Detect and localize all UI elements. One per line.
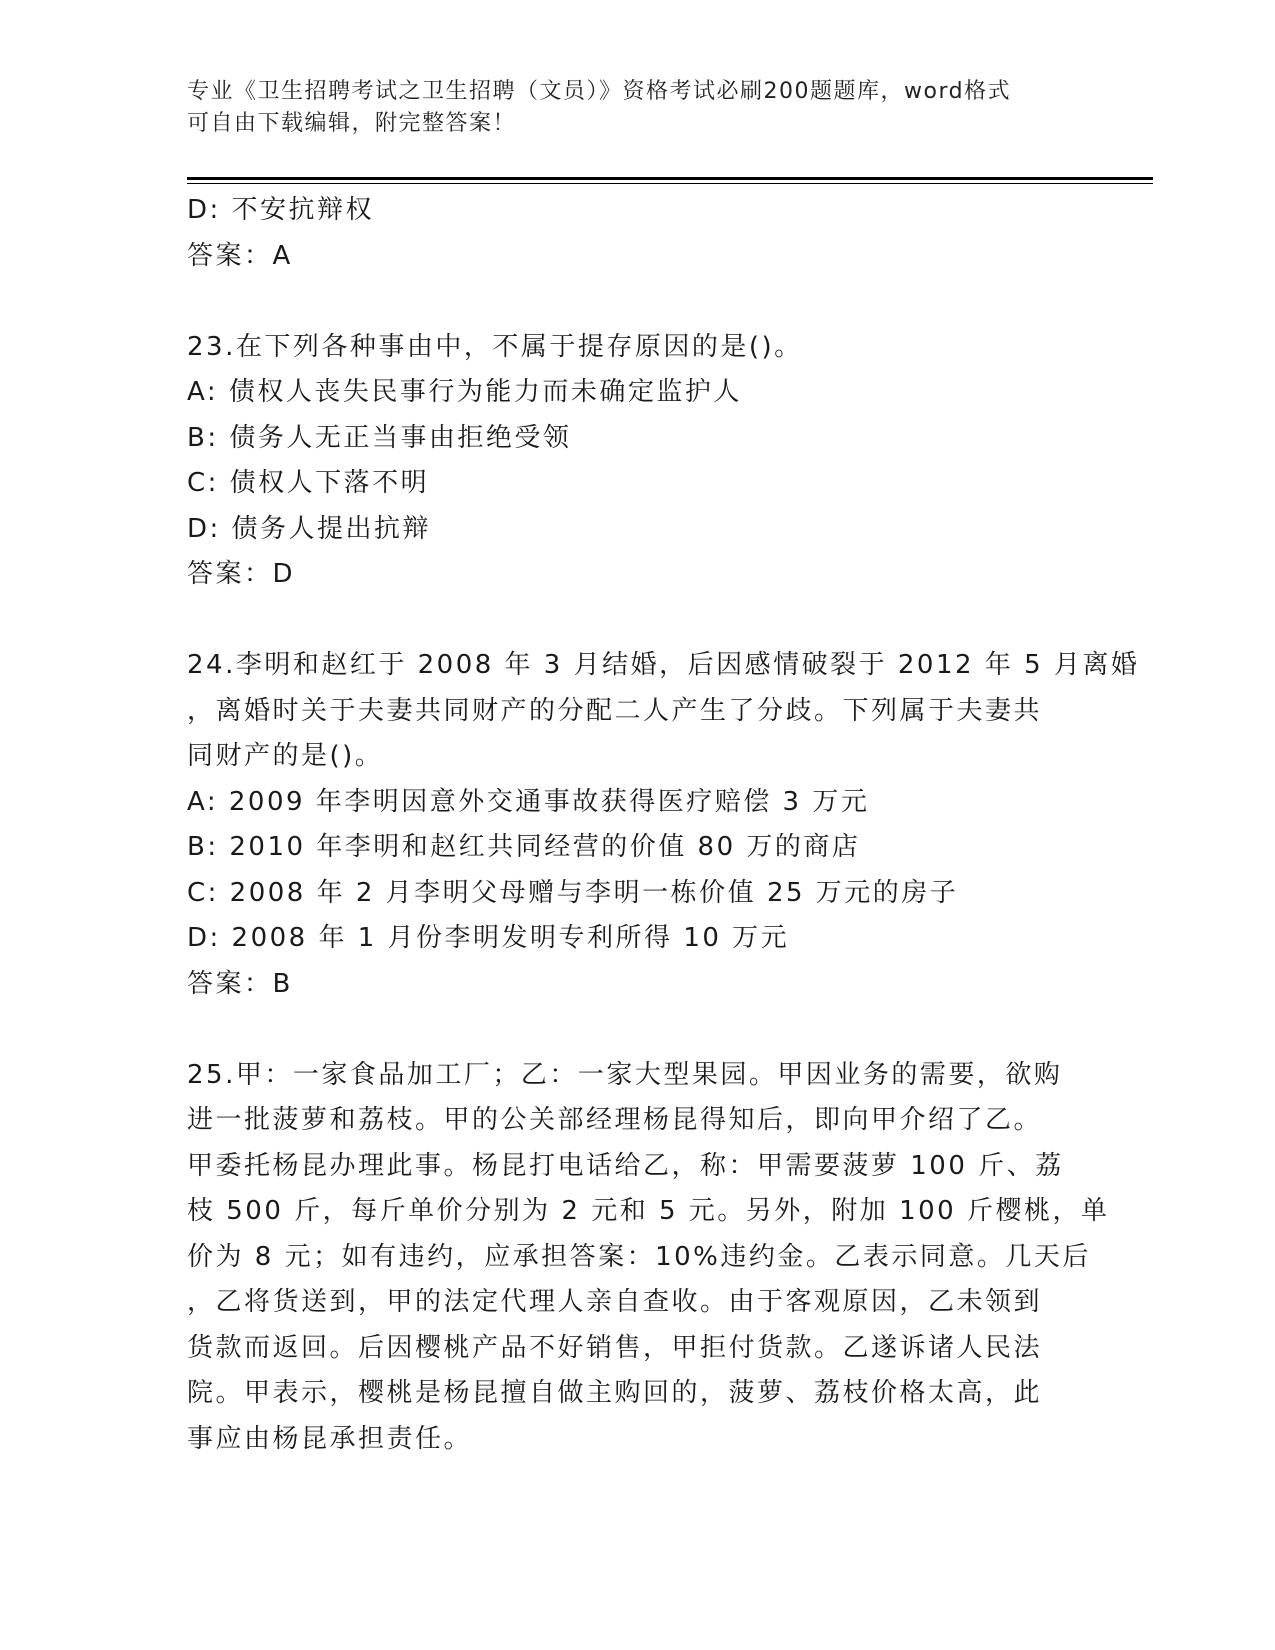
- question-stem: 23.在下列各种事由中，不属于提存原因的是()。: [187, 331, 803, 362]
- question-stem-line: 事应由杨昆承担责任。: [187, 1423, 473, 1454]
- option-c: C: 2008 年 2 月李明父母赠与李明一栋价值 25 万元的房子: [187, 877, 959, 908]
- header-divider-thin: [187, 183, 1153, 184]
- question-stem-line: 24.李明和赵红于 2008 年 3 月结婚，后因感情破裂于 2012 年 5 月离婚: [187, 650, 1140, 680]
- question-stem-line: 甲委托杨昆办理此事。杨昆打电话给乙，称：甲需要菠萝 100 斤、荔: [187, 1150, 1064, 1181]
- option-b: B: 债务人无正当事由拒绝受领: [187, 422, 572, 453]
- document-header: [187, 76, 1067, 140]
- option-d: D: 2008 年 1 月份李明发明专利所得 10 万元: [187, 923, 790, 953]
- question-stem-line: 院。甲表示，樱桃是杨昆擅自做主购回的，菠萝、荔枝价格太高，此: [187, 1378, 1043, 1408]
- question-stem-line: 货款而返回。后因樱桃产品不好销售，甲拒付货款。乙遂诉诸人民法: [187, 1332, 1043, 1363]
- answer: 答案：D: [187, 559, 296, 589]
- header-line-2: 可自由下载编辑，附完整答案！: [187, 111, 517, 136]
- header-line-1: 专业《卫生招聘考试之卫生招聘（文员）》资格考试必刷200题题库，word格式: [187, 79, 1012, 104]
- question-25: [187, 1053, 1110, 1463]
- spacer: [187, 279, 1087, 325]
- option-a: A: 2009 年李明因意外交通事故获得医疗赔偿 3 万元: [187, 786, 870, 817]
- spacer: [187, 1007, 1087, 1053]
- question-stem-line: 价为 8 元；如有违约，应承担答案：10%违约金。乙表示同意。几天后: [187, 1241, 1091, 1272]
- option-c: C: 债权人下落不明: [187, 468, 430, 498]
- question-stem-line: 枝 500 斤，每斤单价分别为 2 元和 5 元。另外，附加 100 斤樱桃，单: [187, 1196, 1110, 1226]
- question-stem-line: ，乙将货送到，甲的法定代理人亲自查收。由于客观原因，乙未领到: [187, 1287, 1043, 1317]
- question-24: [187, 643, 1140, 1007]
- header-divider-thick: [187, 177, 1153, 180]
- question-stem-line: 25.甲：一家食品加工厂；乙：一家大型果园。甲因业务的需要，欲购: [187, 1059, 1063, 1090]
- option-a: A: 债权人丧失民事行为能力而未确定监护人: [187, 377, 742, 407]
- answer: 答案：B: [187, 968, 293, 999]
- question-stem-line: 同财产的是()。: [187, 741, 384, 771]
- spacer: [187, 598, 1087, 644]
- question-23: [187, 325, 1087, 598]
- option-d: D: 债务人提出抗辩: [187, 513, 432, 544]
- document-body: [187, 188, 1140, 1462]
- option-b: B: 2010 年李明和赵红共同经营的价值 80 万的商店: [187, 832, 861, 862]
- question-stem-line: 进一批菠萝和荔枝。甲的公关部经理杨昆得知后，即向甲介绍了乙。: [187, 1105, 1043, 1135]
- prev-answer: 答案：A: [187, 240, 293, 271]
- prev-option-d: D: 不安抗辩权: [187, 195, 375, 225]
- question-stem-line: ，离婚时关于夫妻共同财产的分配二人产生了分歧。下列属于夫妻共: [187, 695, 1043, 726]
